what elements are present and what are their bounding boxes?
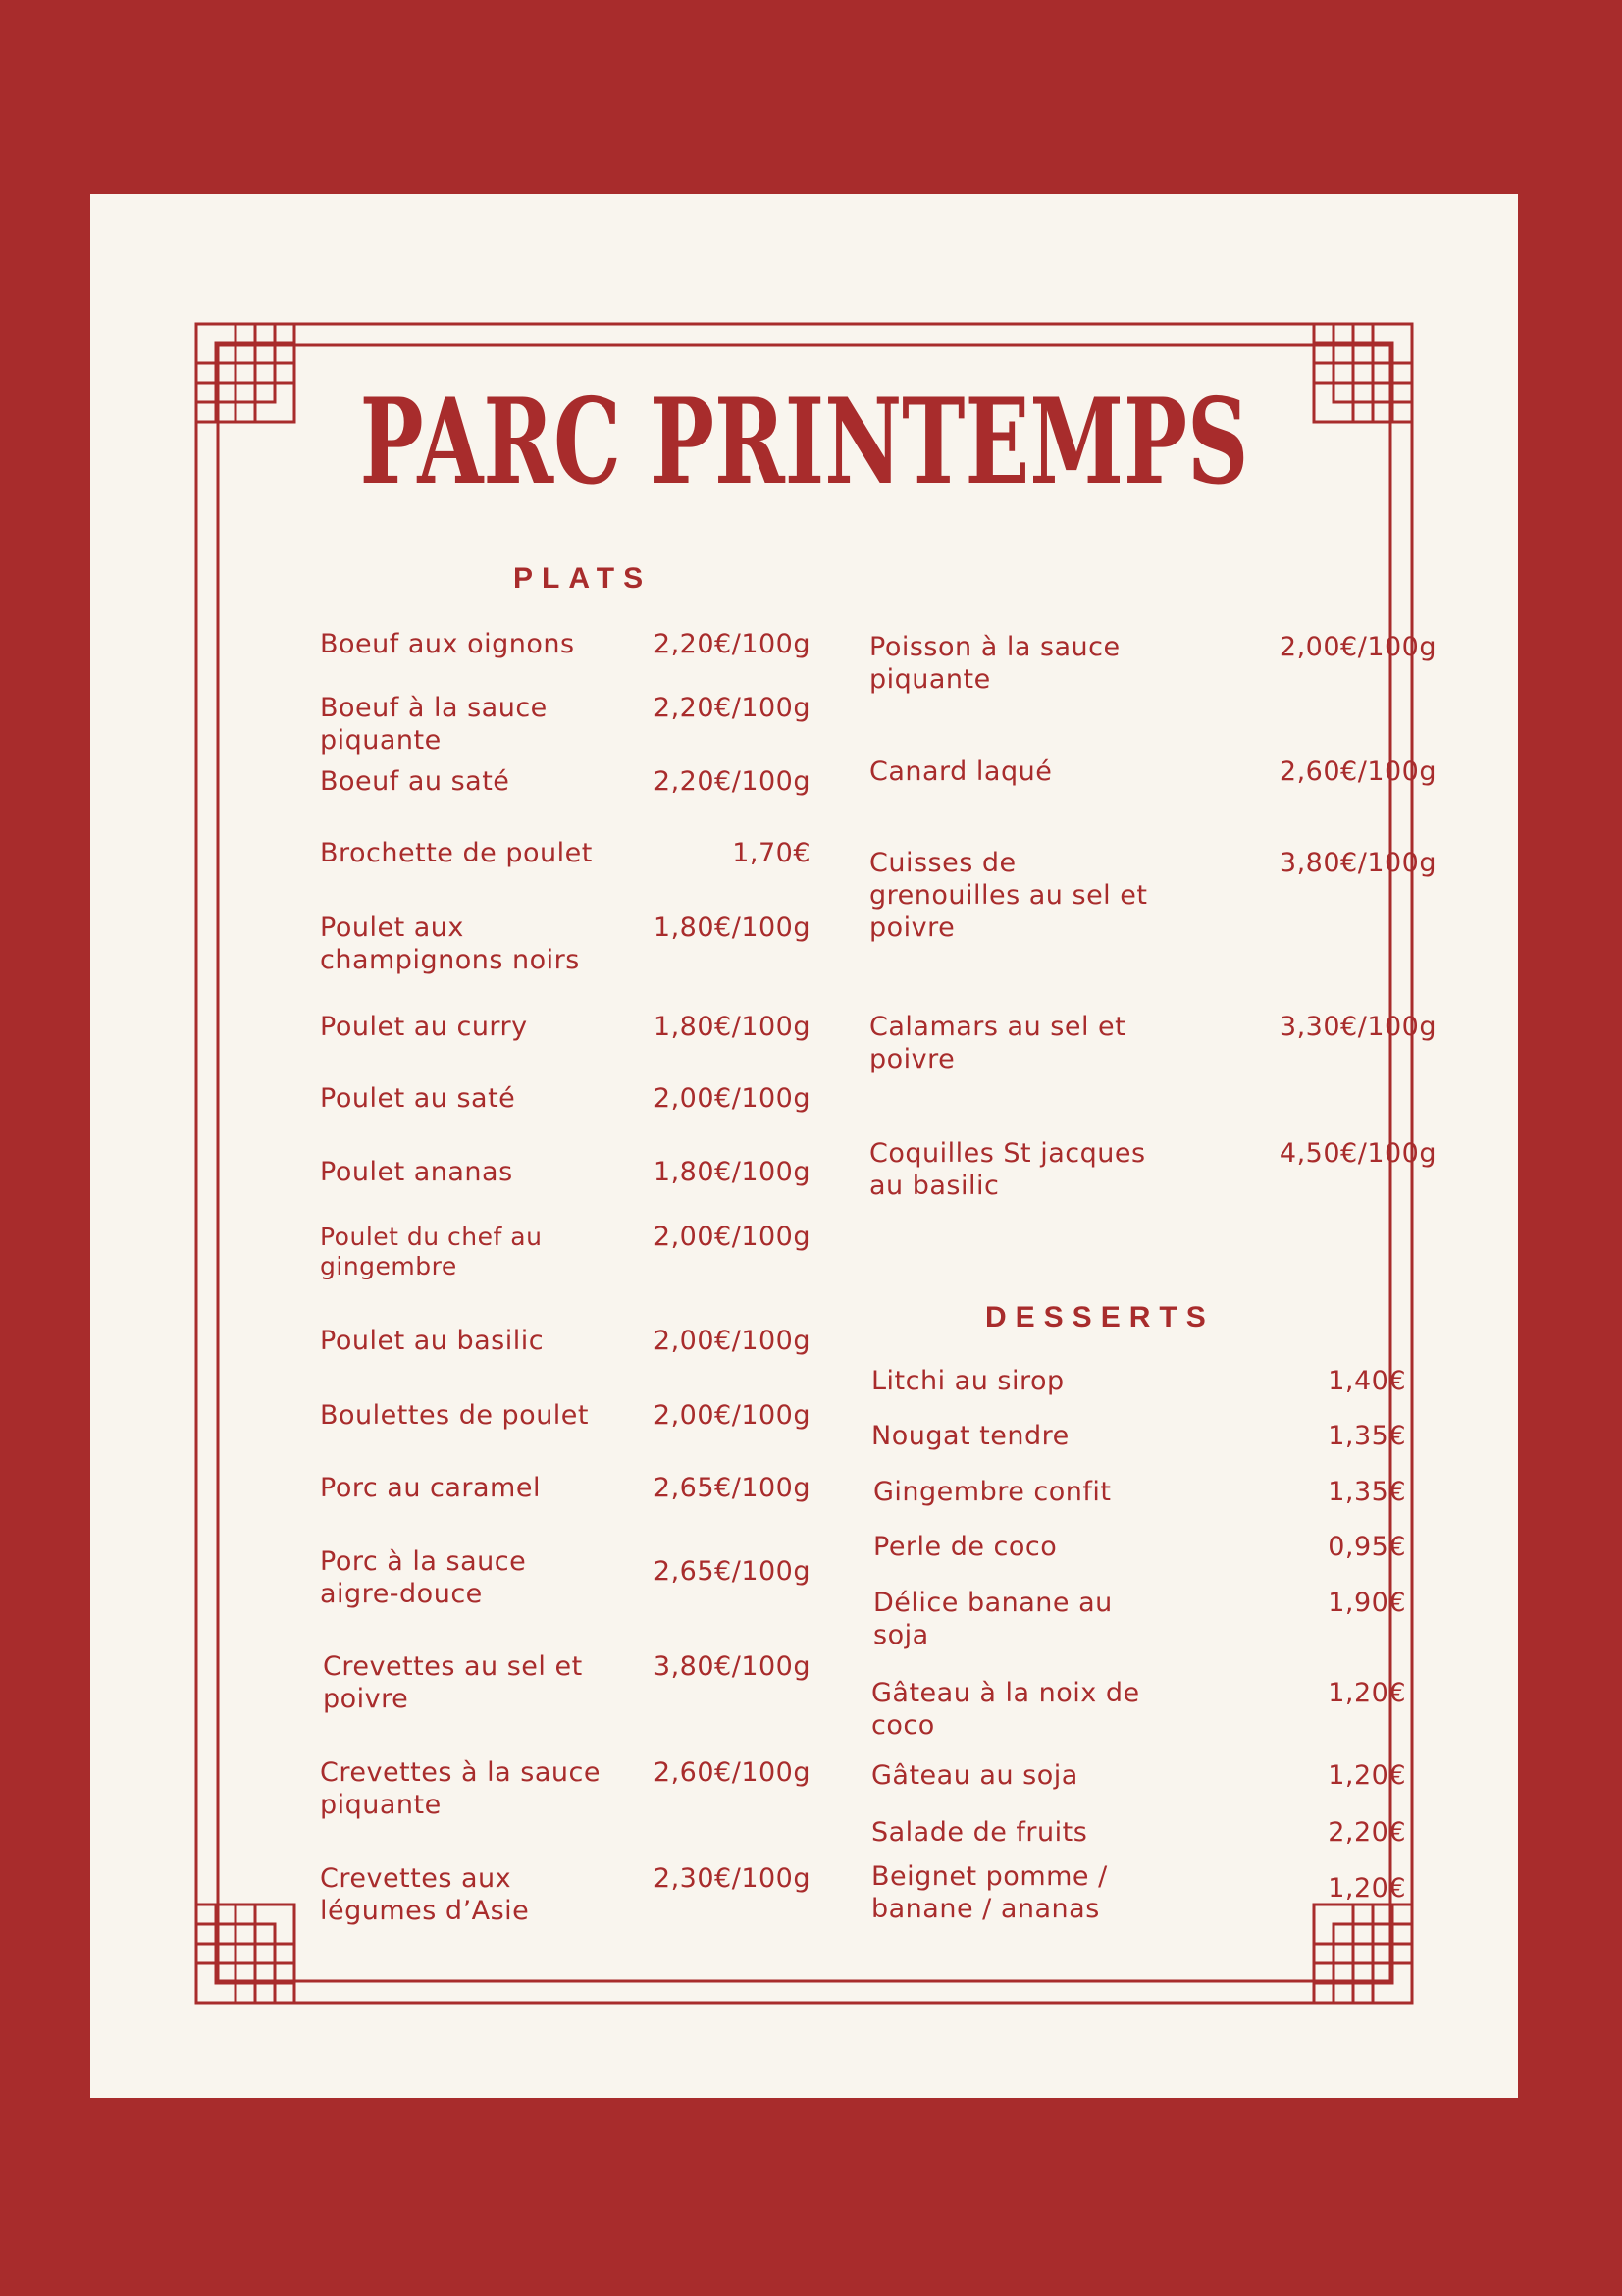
item-name: Crevettes à la sauce piquante	[320, 1757, 601, 1820]
item-name: Crevettes au sel et poivre	[323, 1651, 583, 1714]
item-name: Poulet du chef au gingembre	[320, 1223, 543, 1280]
item-name: Boulettes de poulet	[320, 1400, 590, 1431]
item-name: Porc à la sauce aigre-douce	[320, 1546, 527, 1609]
item-price: 4,50€/100g	[1279, 1138, 1437, 1169]
item-name: Poulet au basilic	[320, 1326, 545, 1356]
item-price: 3,30€/100g	[1279, 1012, 1437, 1042]
item-name: Boeuf au saté	[320, 766, 510, 797]
item-name: Nougat tendre	[871, 1421, 1070, 1451]
item-name: Poulet au curry	[320, 1012, 528, 1042]
item-name: Litchi au sirop	[871, 1366, 1065, 1396]
item-price: 2,30€/100g	[653, 1863, 811, 1894]
item-name: Calamars au sel et poivre	[869, 1012, 1126, 1074]
item-name: Coquilles St jacques au basilic	[869, 1138, 1146, 1201]
plats-heading: PLATS	[513, 562, 653, 595]
item-name: Poulet ananas	[320, 1157, 513, 1187]
item-name: Délice banane au soja	[873, 1588, 1113, 1650]
item-price: 2,60€/100g	[1279, 757, 1437, 787]
item-name: Poulet aux champignons noirs	[320, 913, 580, 975]
item-name: Crevettes aux légumes d’Asie	[320, 1863, 530, 1926]
item-price: 2,20€/100g	[653, 629, 811, 659]
item-name: Gâteau au soja	[871, 1760, 1078, 1791]
desserts-heading: DESSERTS	[985, 1301, 1215, 1333]
item-name: Canard laqué	[869, 757, 1053, 787]
item-name: Perle de coco	[873, 1532, 1058, 1562]
item-name: Porc au caramel	[320, 1473, 541, 1503]
item-name: Poisson à la sauce piquante	[869, 632, 1121, 695]
item-name: Beignet pomme / banane / ananas	[871, 1861, 1108, 1924]
item-price: 1,20€	[1328, 1678, 1406, 1708]
item-price: 2,20€	[1328, 1817, 1406, 1848]
item-price: 2,65€/100g	[653, 1556, 811, 1587]
item-price: 1,70€	[732, 838, 811, 868]
item-price: 1,90€	[1328, 1588, 1406, 1618]
item-name: Gâteau à la noix de coco	[871, 1678, 1140, 1741]
item-price: 1,40€	[1328, 1366, 1406, 1396]
item-price: 2,60€/100g	[653, 1757, 811, 1788]
item-price: 1,80€/100g	[653, 1157, 811, 1187]
restaurant-title: PARC PRINTEMPS	[359, 373, 1249, 511]
item-name: Boeuf à la sauce piquante	[320, 693, 548, 756]
item-price: 2,65€/100g	[653, 1473, 811, 1503]
item-price: 0,95€	[1328, 1532, 1406, 1562]
item-price: 3,80€/100g	[1279, 848, 1437, 878]
item-name: Brochette de poulet	[320, 838, 593, 868]
item-price: 2,00€/100g	[653, 1326, 811, 1356]
item-price: 2,00€/100g	[653, 1083, 811, 1114]
item-price: 1,20€	[1328, 1760, 1406, 1791]
item-price: 1,80€/100g	[653, 913, 811, 943]
menu-paper	[90, 194, 1518, 2098]
item-price: 2,00€/100g	[653, 1222, 811, 1252]
item-price: 1,35€	[1328, 1421, 1406, 1451]
item-price: 3,80€/100g	[653, 1651, 811, 1682]
item-price: 1,80€/100g	[653, 1012, 811, 1042]
corner-ornament-top-left	[196, 324, 294, 422]
item-price: 2,20€/100g	[653, 766, 811, 797]
item-price: 2,00€/100g	[1279, 632, 1437, 662]
item-price: 1,35€	[1328, 1477, 1406, 1507]
item-price: 1,20€	[1328, 1873, 1406, 1904]
item-name: Salade de fruits	[871, 1817, 1088, 1848]
item-name: Gingembre confit	[873, 1477, 1112, 1507]
item-price: 2,20€/100g	[653, 693, 811, 723]
item-price: 2,00€/100g	[653, 1400, 811, 1431]
item-name: Poulet au saté	[320, 1083, 516, 1114]
item-name: Boeuf aux oignons	[320, 629, 575, 659]
item-name: Cuisses de grenouilles au sel et poivre	[869, 848, 1148, 943]
